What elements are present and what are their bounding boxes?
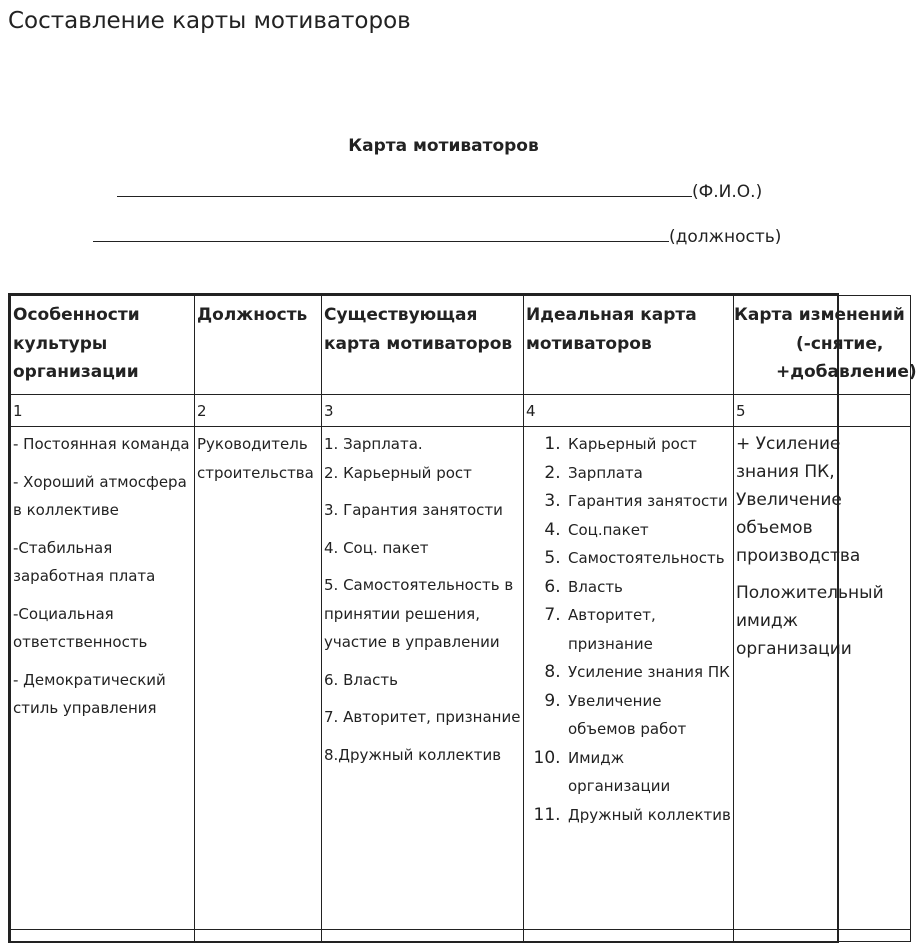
- header-changes-line2: (-снятие,: [796, 333, 884, 354]
- fio-blank: [117, 180, 692, 197]
- empty-cell: [524, 930, 734, 942]
- header-changes: [734, 296, 917, 395]
- existing-item: 7. Авторитет, признание: [324, 708, 521, 726]
- culture-item: -Стабильная заработная плата: [13, 538, 156, 585]
- list-item: 8. Усиление знания ПК: [566, 658, 731, 687]
- position-cell: Руководитель строительства: [195, 427, 322, 930]
- list-item: 11. Дружный коллектив: [566, 801, 731, 830]
- list-item: 6. Власть: [566, 573, 731, 602]
- header-culture: Особенности культуры организации: [11, 296, 195, 395]
- existing-item: 3. Гарантия занятости: [324, 501, 503, 519]
- list-item: 10. Имидж организации: [566, 744, 731, 801]
- changes-cell: [734, 427, 911, 930]
- empty-cell: [11, 930, 195, 942]
- header-existing: Существующая карта мотиваторов: [322, 296, 524, 395]
- existing-item: 6. Власть: [324, 670, 398, 689]
- header-position: Должность: [195, 296, 322, 395]
- existing-item: 4. Соц. пакет: [324, 538, 429, 557]
- table-row: [11, 427, 911, 930]
- col-number: 4: [524, 395, 734, 427]
- header-changes-line1: Карта изменений: [734, 305, 905, 325]
- document-heading: Карта мотиваторов: [348, 136, 539, 156]
- culture-cell: [11, 427, 195, 930]
- existing-item: 5. Самостоятельность в принятии решения, участие в управлении: [324, 576, 514, 651]
- col-number: 3: [322, 395, 524, 427]
- ideal-cell: [524, 427, 734, 930]
- changes-item: Положительный имидж организации: [736, 583, 884, 659]
- changes-item: + Усиление знания ПК, Увеличение объемов производства: [736, 434, 861, 566]
- culture-item: - Хороший атмосфера в коллективе: [13, 472, 187, 519]
- list-item: 7. Авторитет, признание: [566, 601, 731, 658]
- culture-item: -Социальная ответственность: [13, 604, 148, 651]
- existing-item: 2. Карьерный рост: [324, 463, 472, 482]
- position-blank: [93, 225, 669, 242]
- list-item: 4. Соц.пакет: [566, 516, 731, 545]
- fio-line: [117, 180, 762, 202]
- empty-cell: [195, 930, 322, 942]
- list-item: 2. Зарплата: [566, 459, 731, 488]
- culture-item: - Демократический стиль управления: [13, 670, 166, 717]
- list-item: 9. Увеличение объемов работ: [566, 687, 731, 744]
- list-item: 3. Гарантия занятости: [566, 487, 731, 516]
- position-line: [93, 225, 781, 247]
- col-number: 5: [734, 395, 911, 427]
- page-title: Составление карты мотиваторов: [8, 8, 411, 34]
- position-label: (должность): [669, 227, 782, 247]
- table-header-row: [11, 296, 911, 395]
- motivators-table: [10, 295, 917, 942]
- fio-label: (Ф.И.О.): [692, 182, 763, 202]
- table-empty-row: [11, 930, 911, 942]
- list-item: 1. Карьерный рост: [566, 430, 731, 459]
- table-number-row: [11, 395, 911, 427]
- empty-cell: [734, 930, 911, 942]
- culture-item: - Постоянная команда: [13, 435, 190, 453]
- existing-item: 8.Дружный коллектив: [324, 745, 502, 764]
- empty-cell: [322, 930, 524, 942]
- motivators-table-frame: [8, 293, 917, 943]
- list-item: 5. Самостоятельность: [566, 544, 731, 573]
- existing-cell: [322, 427, 524, 930]
- ideal-list: [526, 430, 731, 829]
- col-number: 1: [11, 395, 195, 427]
- header-changes-line3: +добавление): [776, 362, 917, 382]
- col-number: 2: [195, 395, 322, 427]
- header-ideal: Идеальная карта мотиваторов: [524, 296, 734, 395]
- existing-item: 1. Зарплата.: [324, 435, 423, 453]
